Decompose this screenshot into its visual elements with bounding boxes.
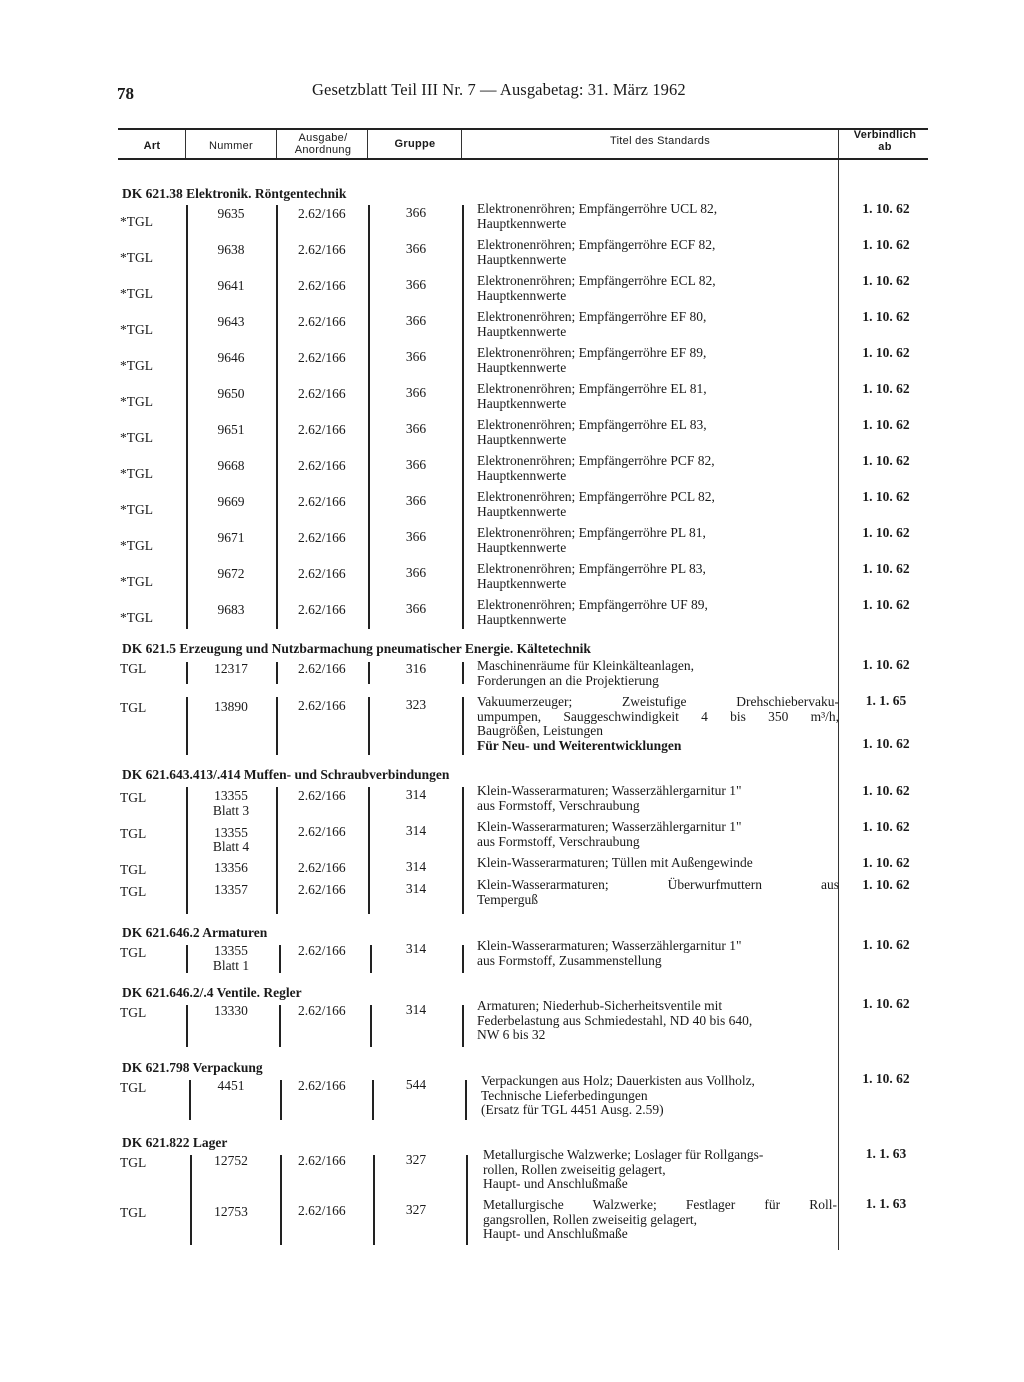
- column-bar: [462, 945, 464, 973]
- header-top-rule: [118, 128, 928, 130]
- row-nummer: 9669: [217, 494, 245, 509]
- row-verbindlich: 1. 1. 63: [865, 1146, 907, 1161]
- col-gruppe: Gruppe: [394, 138, 436, 150]
- titel-line: Metallurgische Walzwerke; Loslager für Rollgangs-: [483, 1147, 764, 1162]
- row-verbindlich: 1. 10. 62: [862, 783, 910, 798]
- titel-line: Elektronenröhren; Empfängerröhre ECF 82,: [477, 237, 716, 252]
- row-nummer: 9635: [217, 206, 245, 221]
- row-titel: [483, 1148, 837, 1192]
- titel-line: Hauptkennwerte: [477, 323, 567, 339]
- titel-line: NW 6 bis 32: [477, 1027, 546, 1042]
- row-nummer: 12317: [214, 661, 248, 676]
- row-titel: [477, 784, 839, 813]
- titel-line: Klein-Wasserarmaturen; Wasserzählergarnitur 1": [477, 819, 742, 834]
- row-verbindlich: 1. 10. 62: [862, 273, 910, 288]
- row-nummer: 13890: [214, 699, 248, 714]
- header-divider: [276, 130, 277, 158]
- row-verbindlich: 1. 10. 62: [862, 877, 910, 892]
- titel-line: Hauptkennwerte: [477, 215, 567, 231]
- row-gruppe: 366: [405, 385, 427, 400]
- row-ausgabe: 2.62/166: [298, 350, 346, 365]
- row-titel: [477, 202, 839, 231]
- row-art: *TGL: [120, 466, 153, 481]
- titel-line: Klein-Wasserarmaturen; Überwurfmuttern aus: [477, 877, 839, 892]
- row-verbindlich: 1. 10. 62: [862, 453, 910, 468]
- titel-line: Elektronenröhren; Empfängerröhre EF 80,: [477, 309, 707, 324]
- row-titel: [477, 454, 839, 483]
- row-gruppe: 366: [405, 421, 427, 436]
- row-titel: [477, 490, 839, 519]
- row-gruppe: 366: [405, 565, 427, 580]
- col-verbindlich: Verbindlich: [853, 129, 917, 141]
- titel-line: Hauptkennwerte: [477, 431, 567, 447]
- section-heading: DK 621.798 Verpackung: [122, 1060, 263, 1075]
- titel-line: Elektronenröhren; Empfängerröhre UCL 82,: [477, 201, 718, 216]
- row-titel: [477, 878, 839, 907]
- column-bar: [373, 1155, 375, 1245]
- row-art: TGL: [120, 1155, 147, 1170]
- row-verbindlich: 1. 10. 62: [862, 525, 910, 540]
- row-ausgabe: 2.62/166: [298, 860, 346, 875]
- column-bar: [276, 662, 278, 684]
- column-bar: [368, 205, 370, 629]
- row-ausgabe: 2.62/166: [298, 943, 346, 958]
- row-nummer: 12752: [214, 1153, 248, 1168]
- row-art: *TGL: [120, 358, 153, 373]
- titel-line: Elektronenröhren; Empfängerröhre UF 89,: [477, 597, 708, 612]
- row-gruppe: 323: [405, 697, 427, 712]
- row-gruppe: 314: [405, 787, 427, 802]
- titel-line: Elektronenröhren; Empfängerröhre EF 89,: [477, 345, 707, 360]
- row-gruppe: 366: [405, 349, 427, 364]
- titel-line: Hauptkennwerte: [477, 395, 567, 411]
- row-nummer: 12753: [214, 1204, 248, 1219]
- row-verbindlich: 1. 10. 62: [862, 345, 910, 360]
- titel-line: Temperguß: [477, 891, 539, 907]
- titel-line: Armaturen; Niederhub-Sicherheitsventile mit: [477, 998, 723, 1013]
- row-titel: [477, 999, 839, 1043]
- row-nummer: 13355: [214, 943, 248, 958]
- row-art: *TGL: [120, 610, 153, 625]
- row-ausgabe: 2.62/166: [298, 314, 346, 329]
- titel-line: Forderungen an die Projektierung: [477, 672, 659, 688]
- row-verbindlich: 1. 10. 62: [862, 855, 910, 870]
- row-gruppe: 366: [405, 277, 427, 292]
- row-nummer-blatt: Blatt 4: [212, 839, 250, 854]
- section-heading: DK 621.646.2 Armaturen: [122, 925, 268, 940]
- row-art: TGL: [120, 1205, 147, 1220]
- page-number: 78: [117, 84, 134, 103]
- column-bar: [462, 662, 464, 684]
- titel-line: Elektronenröhren; Empfängerröhre ECL 82,: [477, 273, 716, 288]
- section-heading: DK 621.643.413/.414 Muffen- und Schraubverbindungen: [122, 767, 450, 782]
- titel-line: Hauptkennwerte: [477, 467, 567, 483]
- row-ausgabe: 2.62/166: [298, 882, 346, 897]
- row-ausgabe: 2.62/166: [298, 422, 346, 437]
- titel-line: Klein-Wasserarmaturen; Wasserzählergarnitur 1": [477, 938, 742, 953]
- row-titel: [477, 856, 839, 871]
- row-titel: [477, 238, 839, 267]
- row-titel: [477, 562, 839, 591]
- column-bar: [368, 662, 370, 684]
- column-bar: [372, 1080, 374, 1120]
- column-bar: [276, 697, 278, 755]
- titel-line: (Ersatz für TGL 4451 Ausg. 2.59): [481, 1102, 664, 1117]
- row-ausgabe: 2.62/166: [298, 698, 346, 713]
- row-nummer: 13355: [214, 825, 248, 840]
- column-bar: [190, 1155, 192, 1245]
- column-bar: [462, 697, 464, 755]
- column-bar: [368, 697, 370, 755]
- row-verbindlich: 1. 10. 62: [862, 417, 910, 432]
- row-nummer: 13356: [214, 860, 248, 875]
- row-verbindlich: 1. 10. 62: [862, 1071, 910, 1086]
- row-verbindlich: 1. 10. 62: [862, 489, 910, 504]
- page-title: Gesetzblatt Teil III Nr. 7 — Ausgabetag: 31. März 1962: [312, 80, 686, 99]
- row-gruppe: 366: [405, 205, 427, 220]
- row-art: *TGL: [120, 394, 153, 409]
- column-bar: [370, 945, 372, 973]
- section-heading: DK 621.822 Lager: [122, 1135, 228, 1150]
- titel-line: Klein-Wasserarmaturen; Tüllen mit Außengewinde: [477, 855, 753, 870]
- row-art: TGL: [120, 884, 147, 899]
- row-art: TGL: [120, 862, 147, 877]
- titel-line: Hauptkennwerte: [477, 503, 567, 519]
- row-gruppe: 366: [405, 529, 427, 544]
- row-ausgabe: 2.62/166: [298, 386, 346, 401]
- row-ausgabe: 2.62/166: [298, 1003, 346, 1018]
- row-gruppe: 314: [405, 859, 427, 874]
- row-art: TGL: [120, 826, 147, 841]
- row-gruppe: 316: [405, 661, 427, 676]
- column-bar: [465, 1080, 467, 1120]
- titel-line: Federbelastung aus Schmiedestahl, ND 40 bis 640,: [477, 1012, 753, 1028]
- column-bar: [462, 787, 464, 914]
- row-nummer-blatt: Blatt 1: [212, 958, 250, 973]
- row-ausgabe: 2.62/166: [298, 278, 346, 293]
- row-art: *TGL: [120, 214, 153, 229]
- titel-line: Hauptkennwerte: [477, 575, 567, 591]
- row-gruppe: 327: [405, 1152, 427, 1167]
- row-nummer: 9643: [217, 314, 245, 329]
- column-bar: [276, 205, 278, 629]
- header-divider: [838, 130, 839, 158]
- titel-line: Elektronenröhren; Empfängerröhre PL 81,: [477, 525, 706, 540]
- row-titel: [477, 382, 839, 411]
- titel-line: aus Formstoff, Zusammenstellung: [477, 952, 662, 968]
- column-bar: [462, 205, 464, 629]
- row-titel: [481, 1074, 843, 1118]
- row-nummer: 9641: [217, 278, 245, 293]
- col-anordnung: Anordnung: [294, 144, 352, 156]
- titel-line: Elektronenröhren; Empfängerröhre EL 81,: [477, 381, 707, 396]
- titel-line: Baugrößen, Leistungen: [477, 723, 603, 738]
- row-ausgabe: 2.62/166: [298, 458, 346, 473]
- row-titel: [477, 695, 839, 753]
- row-nummer: 9671: [217, 530, 245, 545]
- row-ausgabe: 2.62/166: [298, 530, 346, 545]
- column-bar: [462, 1005, 464, 1047]
- section-heading: DK 621.646.2/.4 Ventile. Regler: [122, 985, 302, 1000]
- header-divider: [461, 130, 462, 158]
- row-art: *TGL: [120, 430, 153, 445]
- titel-line: gangsrollen, Rollen zweiseitig gelagert,: [483, 1211, 698, 1227]
- row-titel: [477, 418, 839, 447]
- row-titel: [477, 274, 839, 303]
- section-heading: DK 621.38 Elektronik. Röntgentechnik: [122, 186, 347, 201]
- row-gruppe: 544: [405, 1077, 427, 1092]
- row-verbindlich: 1. 10. 62: [862, 237, 910, 252]
- row-art: *TGL: [120, 502, 153, 517]
- row-titel: [477, 310, 839, 339]
- row-verbindlich: 1. 10. 62: [862, 309, 910, 324]
- col-verbindlich-ab: ab: [878, 141, 892, 153]
- row-gruppe: 366: [405, 457, 427, 472]
- row-verbindlich: 1. 10. 62: [862, 937, 910, 952]
- titel-line: Elektronenröhren; Empfängerröhre EL 83,: [477, 417, 707, 432]
- row-art: TGL: [120, 661, 147, 676]
- row-titel: [477, 526, 839, 555]
- titel-line: Hauptkennwerte: [477, 359, 567, 375]
- row-ausgabe: 2.62/166: [298, 242, 346, 257]
- col-ausgabe: Ausgabe/: [298, 132, 348, 144]
- row-titel: [477, 598, 839, 627]
- row-art: *TGL: [120, 538, 153, 553]
- col-nummer: Nummer: [209, 140, 253, 152]
- row-ausgabe: 2.62/166: [298, 602, 346, 617]
- row-ausgabe: 2.62/166: [298, 1078, 346, 1093]
- row-gruppe: 314: [405, 881, 427, 896]
- row-ausgabe: 2.62/166: [298, 494, 346, 509]
- column-bar: [280, 1155, 282, 1245]
- row-gruppe: 366: [405, 241, 427, 256]
- titel-line: Vakuumerzeuger; Zweistufige Drehschiebervaku-: [477, 694, 839, 709]
- row-gruppe: 327: [405, 1202, 427, 1217]
- titel-line: Elektronenröhren; Empfängerröhre PCF 82,: [477, 453, 715, 468]
- row-art: TGL: [120, 700, 147, 715]
- titel-line: Elektronenröhren; Empfängerröhre PCL 82,: [477, 489, 715, 504]
- titel-line: Verpackungen aus Holz; Dauerkisten aus Vollholz,: [481, 1073, 755, 1088]
- row-verbindlich: 1. 10. 62: [862, 201, 910, 216]
- column-bar: [280, 1080, 282, 1120]
- titel-line: Hauptkennwerte: [477, 611, 567, 627]
- row-nummer: 13330: [214, 1003, 248, 1018]
- row-nummer: 4451: [217, 1078, 245, 1093]
- row-verbindlich: 1. 10. 62: [862, 597, 910, 612]
- row-ausgabe: 2.62/166: [298, 206, 346, 221]
- section-heading: DK 621.5 Erzeugung und Nutzbarmachung pneumatischer Energie. Kältetechnik: [122, 641, 591, 656]
- row-gruppe: 366: [405, 601, 427, 616]
- row-art: *TGL: [120, 286, 153, 301]
- col-titel: Titel des Standards: [609, 135, 711, 147]
- row-nummer: 9650: [217, 386, 245, 401]
- titel-line: aus Formstoff, Verschraubung: [477, 833, 640, 849]
- row-art: *TGL: [120, 250, 153, 265]
- row-verbindlich-b: 1. 10. 62: [862, 736, 910, 751]
- titel-line: aus Formstoff, Verschraubung: [477, 797, 640, 813]
- col-art: Art: [143, 140, 161, 152]
- titel-line: Klein-Wasserarmaturen; Wasserzählergarnitur 1": [477, 783, 742, 798]
- row-verbindlich: 1. 1. 63: [865, 1196, 907, 1211]
- row-ausgabe: 2.62/166: [298, 824, 346, 839]
- row-gruppe: 314: [405, 1002, 427, 1017]
- row-art: *TGL: [120, 574, 153, 589]
- row-nummer: 9651: [217, 422, 245, 437]
- row-titel: [483, 1198, 837, 1242]
- row-art: TGL: [120, 945, 147, 960]
- row-nummer: 9646: [217, 350, 245, 365]
- row-titel: [477, 659, 839, 688]
- row-art: TGL: [120, 1005, 147, 1020]
- row-nummer: 9668: [217, 458, 245, 473]
- row-verbindlich: 1. 10. 62: [862, 819, 910, 834]
- column-bar: [276, 787, 278, 914]
- row-titel: [477, 820, 839, 849]
- row-nummer: 13355: [214, 788, 248, 803]
- titel-line: Technische Lieferbedingungen: [481, 1087, 648, 1103]
- column-bar: [466, 1155, 468, 1245]
- row-titel: [477, 346, 839, 375]
- column-bar: [279, 945, 281, 973]
- titel-line: rollen, Rollen zweiseitig gelagert,: [483, 1161, 666, 1177]
- row-ausgabe: 2.62/166: [298, 661, 346, 676]
- titel-line: Maschinenräume für Kleinkälteanlagen,: [477, 658, 695, 673]
- titel-line-bold: Für Neu- und Weiterentwicklungen: [477, 737, 682, 753]
- row-verbindlich: 1. 10. 62: [862, 996, 910, 1011]
- row-nummer: 9638: [217, 242, 245, 257]
- row-ausgabe: 2.62/166: [298, 1203, 346, 1218]
- titel-line: Metallurgische Walzwerke; Festlager für Roll-: [483, 1197, 837, 1212]
- row-nummer: 13357: [214, 882, 248, 897]
- titel-line: Hauptkennwerte: [477, 251, 567, 267]
- row-gruppe: 366: [405, 493, 427, 508]
- titel-line: Haupt- und Anschlußmaße: [483, 1176, 628, 1191]
- row-ausgabe: 2.62/166: [298, 1153, 346, 1168]
- row-art: TGL: [120, 790, 147, 805]
- row-ausgabe: 2.62/166: [298, 566, 346, 581]
- row-gruppe: 314: [405, 941, 427, 956]
- column-bar: [279, 1005, 281, 1047]
- row-verbindlich: 1. 10. 62: [862, 561, 910, 576]
- titel-line: Haupt- und Anschlußmaße: [483, 1226, 628, 1241]
- row-art: TGL: [120, 1080, 147, 1095]
- header-divider: [367, 130, 368, 158]
- row-nummer-blatt: Blatt 3: [212, 803, 250, 818]
- header-divider: [185, 130, 186, 158]
- titel-line: Hauptkennwerte: [477, 287, 567, 303]
- titel-line: umpumpen, Sauggeschwindigkeit 4 bis 350 m³/h,: [477, 708, 839, 724]
- row-art: *TGL: [120, 322, 153, 337]
- row-gruppe: 366: [405, 313, 427, 328]
- row-nummer: 9672: [217, 566, 245, 581]
- titel-line: Hauptkennwerte: [477, 539, 567, 555]
- column-bar: [368, 787, 370, 914]
- column-bar: [370, 1005, 372, 1047]
- row-verbindlich: 1. 10. 62: [862, 657, 910, 672]
- row-verbindlich: 1. 10. 62: [862, 381, 910, 396]
- row-gruppe: 314: [405, 823, 427, 838]
- row-nummer: 9683: [217, 602, 245, 617]
- titel-line: Elektronenröhren; Empfängerröhre PL 83,: [477, 561, 706, 576]
- row-ausgabe: 2.62/166: [298, 788, 346, 803]
- row-verbindlich: 1. 1. 65: [865, 693, 907, 708]
- header-bottom-rule: [118, 158, 928, 160]
- row-titel: [477, 939, 839, 968]
